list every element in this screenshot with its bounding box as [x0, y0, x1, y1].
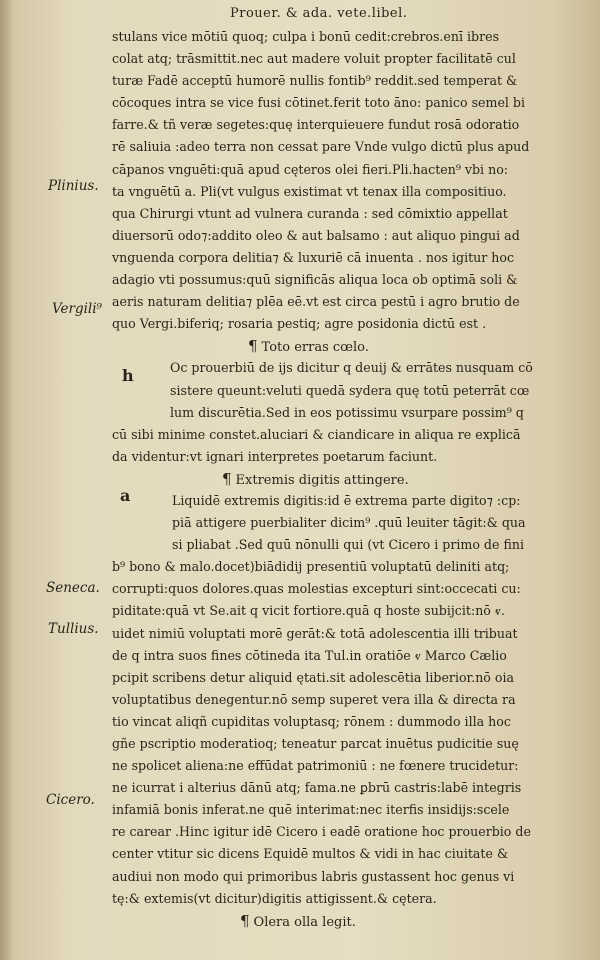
text-line: ne spolicet aliena:ne effūdat patrimoniū : ne fœnere trucidetur:: [112, 758, 519, 774]
initial-letter-h: h: [122, 366, 134, 385]
text-line: uidet nimiū voluptati morē gerāt:& totā adolescentia illi tribuat: [112, 625, 518, 641]
text-line: Liquidē extremis digitis:id ē extrema parte digito⁊ :cp:: [172, 492, 521, 508]
text-line: farre.& tñ veræ segetes:quę interquieuere fundut rosā odoratio: [112, 117, 520, 133]
text-line: cū sibi minime constet.aluciari & ciandicare in aliqua re explicā: [112, 426, 521, 442]
text-line: qua Chirurgi vtunt ad vulnera curanda : sed cōmixtio appellat: [112, 205, 508, 221]
margin-note-cicero: Cicero.: [46, 792, 95, 808]
text-line: diuersorū odo⁊:addito oleo & aut balsamo : aut aliquo pingui ad: [112, 227, 520, 243]
text-line: infamiā bonis inferat.ne quē interimat:nec iterfis insidijs:scele: [112, 802, 510, 818]
text-line: vnguenda corpora delitia⁊ & luxuriē cā inuenta . nos igitur hoc: [112, 249, 515, 265]
text-line: audiui non modo qui primoribus labris gustassent hoc genus vi: [112, 868, 515, 884]
text-line: da videntur:vt ignari interpretes poetarum faciunt.: [112, 448, 438, 464]
text-line: re carear .Hinc igitur idē Cicero i eadē oratione hoc prouerbio de: [112, 824, 531, 840]
margin-note-plinius: Plinius.: [48, 178, 99, 194]
section-c-cont: [112, 556, 590, 910]
text-line: ta vnguētū a. Pli(vt vulgus existimat vt tenax illa compositiuo.: [112, 183, 507, 199]
text-line: aeris naturam delitia⁊ plēa eē.vt est circa pestū i agro brutio de: [112, 294, 520, 310]
text-line: de q intra suos fines cōtineda ita Tul.in oratiōe ⱴ Marco Cælio: [112, 647, 507, 663]
text-line: adagio vti possumus:quū significās aliqua loca ob optimā soli &: [112, 272, 518, 288]
text-line: turæ Fadē acceptū humorē nullis fontib⁹ reddit.sed temperat &: [112, 73, 518, 89]
text-line: lum discurētia.Sed in eos potissimu vsurpare possim⁹ q: [170, 404, 524, 420]
margin-note-seneca: Seneca.: [46, 580, 100, 596]
pilcrow-icon: ¶: [248, 337, 258, 356]
text-line: sistere queunt:veluti quedā sydera quę totū peterrāt cœ: [170, 382, 530, 398]
heading-text: Toto erras cœlo.: [261, 340, 369, 356]
section-a: [112, 26, 590, 335]
section-heading-extremis: [112, 468, 590, 490]
text-line: b⁹ bono & malo.docet)biādidij presentiū voluptatū deliniti atq;: [112, 559, 510, 575]
heading-text: Extremis digitis attingere.: [235, 472, 409, 488]
text-line: voluptatibus denegentur.nō semp superet vera illa & directa ra: [112, 691, 516, 707]
section-c: [112, 490, 590, 556]
text-line: cōcoques intra se vice fusi cōtinet.ferit toto āno: panico semel bi: [112, 95, 526, 111]
text-line: colat atq; trāsmittit.nec aut madere voluit propter facilitatē cul: [112, 51, 516, 67]
text-line: si pliabat .Sed quū nōnulli qui (vt Cicero i primo de fini: [172, 537, 524, 553]
text-line: piditate:quā vt Se.ait q vicit fortiore.quā q hoste subijcit:nō ⱴ.: [112, 603, 505, 619]
initial-letter-a: a: [120, 486, 131, 505]
pilcrow-icon: ¶: [222, 469, 232, 488]
section-b: [112, 357, 590, 423]
body-text: [112, 26, 590, 932]
text-line: rē saliuia :adeo terra non cessat pare Vnde vulgo dictū plus apud: [112, 139, 530, 155]
pilcrow-icon: ¶: [240, 911, 250, 930]
text-line: tę:& extemis(vt dicitur)digitis attigissent.& cętera.: [112, 890, 437, 906]
margin-note-vergili: Vergili⁹: [52, 301, 102, 317]
heading-text: Olera olla legit.: [253, 914, 356, 930]
running-header: Prouer. & ada. vete.libel.: [230, 6, 408, 21]
margin-note-tullius: Tullius.: [48, 621, 99, 637]
text-line: center vtitur sic dicens Equidē multos & vidi in hac ciuitate &: [112, 846, 509, 862]
text-line: quo Vergi.biferiq; rosaria pestiq; agre posidonia dictū est .: [112, 316, 487, 332]
text-line: stulans vice mōtiū quoq; culpa i bonū cedit:crebros.enī ibres: [112, 29, 500, 44]
text-line: pcipit scribens detur aliquid ętati.sit adolescētia liberior.nō oia: [112, 669, 515, 685]
section-b-cont: [112, 424, 590, 468]
text-line: ne icurrat i alterius dānū atq; fama.ne ꝑbrū castris:labē integris: [112, 780, 522, 796]
section-heading-olera: [112, 910, 590, 932]
text-line: tio vincat aliqñ cupiditas voluptasq; rōnem : dummodo illa hoc: [112, 713, 511, 729]
text-line: cāpanos vnguēti:quā apud cęteros olei fieri.Pli.hacten⁹ vbi no:: [112, 161, 509, 177]
section-heading-toto-erras: [112, 335, 590, 357]
text-line: piā attigere puerbialiter dicim⁹ .quū leuiter tāgit:& qua: [172, 515, 526, 531]
text-line: gñe pscriptio moderatioq; teneatur parcat inuētus pudicitie suę: [112, 736, 519, 751]
text-line: Oc prouerbiū de ijs dicitur q deuij & errātes nusquam cō: [170, 360, 533, 376]
text-line: corrupti:quos dolores.quas molestias excepturi sint:occecati cu:: [112, 581, 521, 597]
gutter-shadow: [0, 0, 14, 960]
